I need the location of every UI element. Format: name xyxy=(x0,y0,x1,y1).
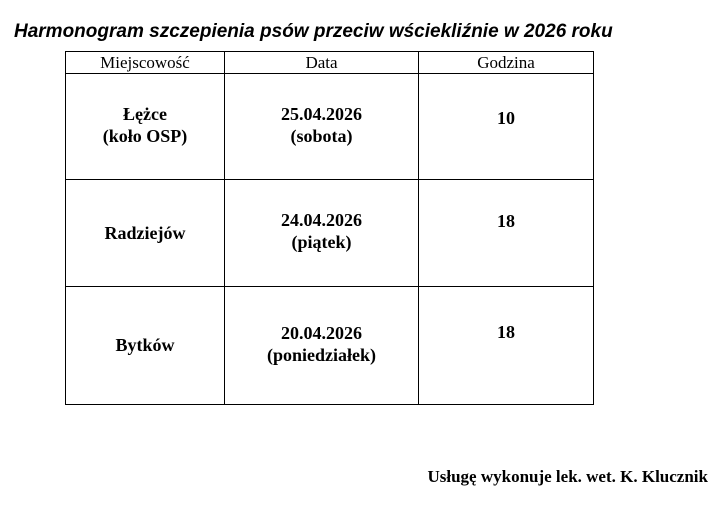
place-name: Łężce xyxy=(123,104,167,124)
date-cell xyxy=(225,180,419,287)
table-row xyxy=(66,287,594,405)
hour-cell xyxy=(419,180,594,287)
place-cell xyxy=(66,180,225,287)
weekday: (sobota) xyxy=(290,126,353,146)
weekday: (piątek) xyxy=(291,232,352,252)
hour-value: 10 xyxy=(497,108,515,128)
header-hour: Godzina xyxy=(419,52,594,74)
document-title: Harmonogram szczepienia psów przeciw wściekliźnie w 2026 roku xyxy=(14,21,613,42)
date-value: 20.04.2026 xyxy=(281,323,362,343)
place-cell xyxy=(66,74,225,180)
header-date: Data xyxy=(225,52,419,74)
hour-value: 18 xyxy=(497,322,515,342)
hour-cell xyxy=(419,74,594,180)
vaccination-schedule-table xyxy=(65,51,594,405)
place-detail: (koło OSP) xyxy=(102,126,188,146)
date-value: 25.04.2026 xyxy=(281,104,362,124)
header-place: Miejscowość xyxy=(66,52,225,74)
weekday: (poniedziałek) xyxy=(266,345,376,365)
hour-cell xyxy=(419,287,594,405)
date-cell xyxy=(225,74,419,180)
service-provider-note: Usługę wykonuje lek. wet. K. Klucznik xyxy=(427,467,708,486)
place-name: Radziejów xyxy=(104,223,186,243)
table-row xyxy=(66,74,594,180)
hour-value: 18 xyxy=(497,211,515,231)
place-name: Bytków xyxy=(115,335,175,355)
table-header-row xyxy=(66,52,594,74)
place-cell xyxy=(66,287,225,405)
date-value: 24.04.2026 xyxy=(281,210,362,230)
table-row xyxy=(66,180,594,287)
date-cell xyxy=(225,287,419,405)
